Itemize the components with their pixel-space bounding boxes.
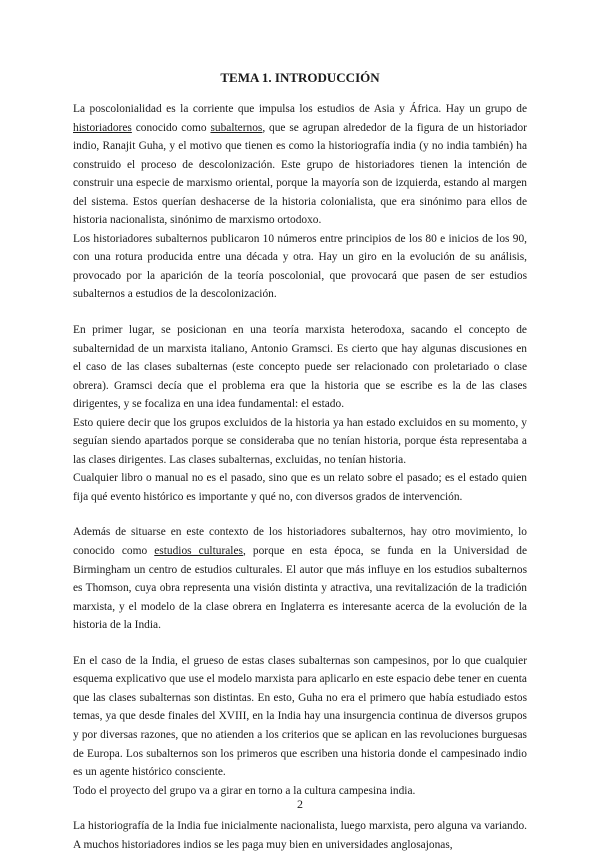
- paragraph-7: En el caso de la India, el grueso de estas clases subalternas son campesinos, por lo que cualquier esquema explicativo que use el modelo marxista para aplicarlo en este espacio debe tener en cuenta que las clases subalternas son distintas. En esto, Guha no era el primero que había estudiado estos temas, ya que desde finales del XVIII, en la India hay una insurgencia continua de diversos grupos y por diversas razones, que no atienden a los criterios que se aplican en las revoluciones burguesas de Europa. Los subalternos son los primeros que escriben una historia donde el campesinado indio es un agente histórico consciente.: [73, 654, 527, 779]
- paragraph-3: En primer lugar, se posicionan en una teoría marxista heterodoxa, sacando el concepto de subalternidad de un marxista italiano, Antonio Gramsci. Es cierto que hay algunas discusiones en el caso de las clases subalternas (este concepto puede ser relacionado con proletariado o clase obrera). Gramsci decía que el problema era que la historia que se escribe es la de las clases dirigentes, y se focaliza en una idea fundamental: el estado.: [73, 324, 527, 411]
- paragraph-4: Esto quiere decir que los grupos excluidos de la historia ya han estado excluidos en su momento, y seguían siendo apartados porque se consideraba que no tenían historia, porque ésta representaba a las clases dirigentes. Las clases subalternas, excluidas, no tenían historia.: [73, 416, 527, 466]
- paragraph-6: [73, 523, 527, 634]
- underlined-term-historiadores: historiadores: [73, 121, 132, 134]
- text-run: , que se agrupan alrededor de la figura de un historiador indio, Ranajit Guha, y el motivo que tienen es como la historiografía india (y no india también) ha construido el proceso de descolonización. Este grupo de historiadores tienen la intención de construir una especie de marxismo oriental, porque la mayoría son de izquierda, estando al margen del sistema. Estos querían deshacerse de la historia colonialista, que era sinónimo para ellos de historia nacionalista, sinónimo de marxismo ortodoxo.: [73, 121, 527, 227]
- text-run: Además de situarse en este contexto de los historiadores subalternos, hay otro movimiento, lo conocido como: [73, 526, 527, 558]
- paragraph-9: La historiografía de la India fue inicialmente nacionalista, luego marxista, pero alguna va variando. A muchos historiadores indios se les paga muy bien en universidades anglosajonas,: [73, 820, 527, 851]
- page-title: TEMA 1. INTRODUCCIÓN: [220, 70, 380, 85]
- underlined-term-subalternos: subalternos: [210, 121, 263, 134]
- body-text: [73, 100, 527, 854]
- page-number: 2: [297, 797, 303, 811]
- underlined-term-estudios-culturales: estudios culturales: [154, 545, 243, 558]
- paragraph-8: Todo el proyecto del grupo va a girar en torno a la cultura campesina india.: [73, 784, 416, 797]
- paragraph-5: Cualquier libro o manual no es el pasado, sino que es un relato sobre el pasado; es el estado quien fija qué evento histórico es importante y qué no, con diversos grados de intervención.: [73, 472, 527, 503]
- paragraph-2: Los historiadores subalternos publicaron 10 números entre principios de los 80 e inicios de los 90, con una rotura producida entre una década y otra. Hay un giro en la evolución de su análisis, provocado por la aparición de la teoría poscolonial, que provocará que pasen de ser estudios subalternos a estudios de la descolonización.: [73, 232, 527, 301]
- text-run: conocido como: [131, 121, 211, 134]
- paragraph-1: [73, 100, 527, 230]
- text-run: La poscolonialidad es la corriente que impulsa los estudios de Asia y África. Hay un grupo de: [73, 103, 527, 115]
- text-run: , porque en esta época, se funda en la Universidad de Birmingham un centro de estudios culturales. El autor que más influye en los estudios subalternos es Thomson, cuya obra representa una visión distinta y atractiva, una revitalización de la tradición marxista, y el modelo de la clase obrera en Inglaterra es interesante acerca de la evolución de la historia de la India.: [73, 545, 527, 632]
